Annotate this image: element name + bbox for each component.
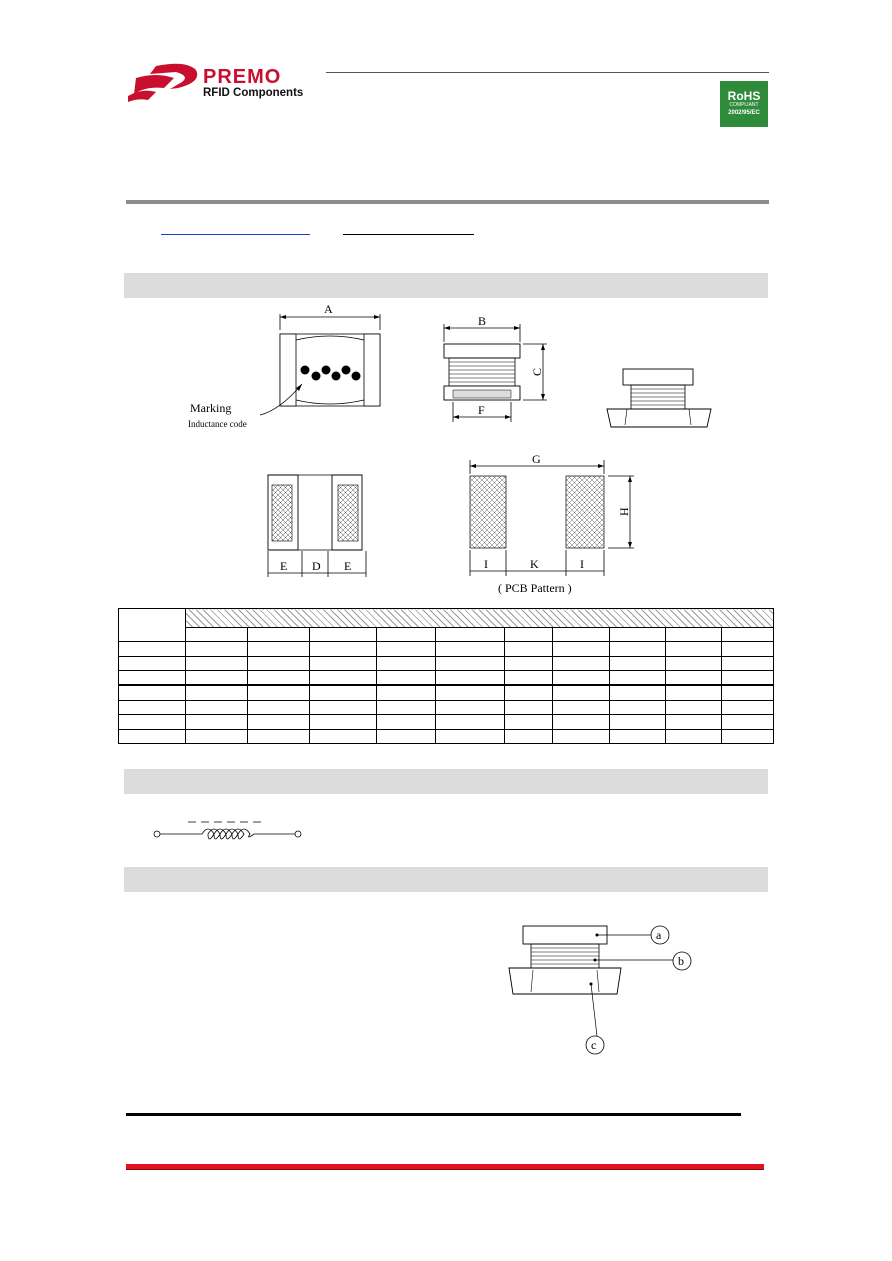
dimensions-table	[118, 608, 774, 744]
table-row	[119, 656, 774, 670]
pcb-pattern-label: ( PCB Pattern )	[498, 581, 572, 595]
brand-name: PREMO	[203, 66, 282, 88]
label-g: G	[532, 452, 541, 466]
callout-a-label: a	[656, 928, 662, 942]
label-h: H	[617, 507, 631, 516]
label-e-left: E	[280, 559, 288, 573]
table-header-hatched	[186, 609, 774, 628]
footer-red-shadow	[126, 1169, 764, 1170]
rohs-compliant: COMPLIANT	[729, 102, 759, 108]
callout-c-label: c	[591, 1038, 597, 1052]
label-c: C	[530, 367, 544, 376]
logo-swoosh-icon	[126, 58, 202, 104]
label-i-left: I	[484, 557, 488, 571]
table-row	[119, 729, 774, 743]
label-i-right: I	[580, 557, 584, 571]
link-underline-2	[343, 234, 474, 235]
rohs-title: RoHS	[727, 89, 761, 103]
table-row	[119, 715, 774, 729]
footer-rule	[126, 1113, 741, 1116]
table-row	[119, 700, 774, 714]
callout-b-label: b	[678, 954, 684, 968]
title-divider	[126, 200, 769, 204]
label-e-right: E	[344, 559, 352, 573]
section-bar-dimensions	[124, 273, 768, 298]
link-underline-1[interactable]	[161, 234, 310, 235]
label-d: D	[312, 559, 321, 573]
label-f: F	[478, 403, 485, 417]
marking-label: Marking	[190, 401, 232, 415]
label-b: B	[478, 314, 487, 328]
pcb-pattern-drawing	[462, 450, 642, 598]
brand-subtitle: RFID Components	[203, 87, 304, 99]
side-view-drawing	[435, 312, 555, 424]
inductance-code-label: Inductance code	[188, 419, 247, 429]
top-view-drawing	[180, 300, 410, 435]
label-a: A	[324, 302, 333, 316]
rohs-badge	[720, 81, 768, 127]
table-header-cell	[119, 609, 186, 642]
section-bar-schematic	[124, 769, 768, 794]
cross-section-drawing	[258, 465, 376, 581]
section-bar-construction	[124, 867, 768, 892]
rohs-directive: 2002/95/EC	[728, 110, 760, 116]
header-rule	[326, 72, 769, 73]
table-subheader-row	[119, 627, 774, 641]
table-row	[119, 642, 774, 656]
table-row	[119, 670, 774, 685]
perspective-view-drawing	[603, 365, 715, 431]
table-header-row	[119, 609, 774, 628]
label-k: K	[530, 557, 539, 571]
construction-drawing	[505, 918, 705, 1058]
table-row	[119, 685, 774, 700]
inductor-schematic-icon	[150, 816, 306, 850]
